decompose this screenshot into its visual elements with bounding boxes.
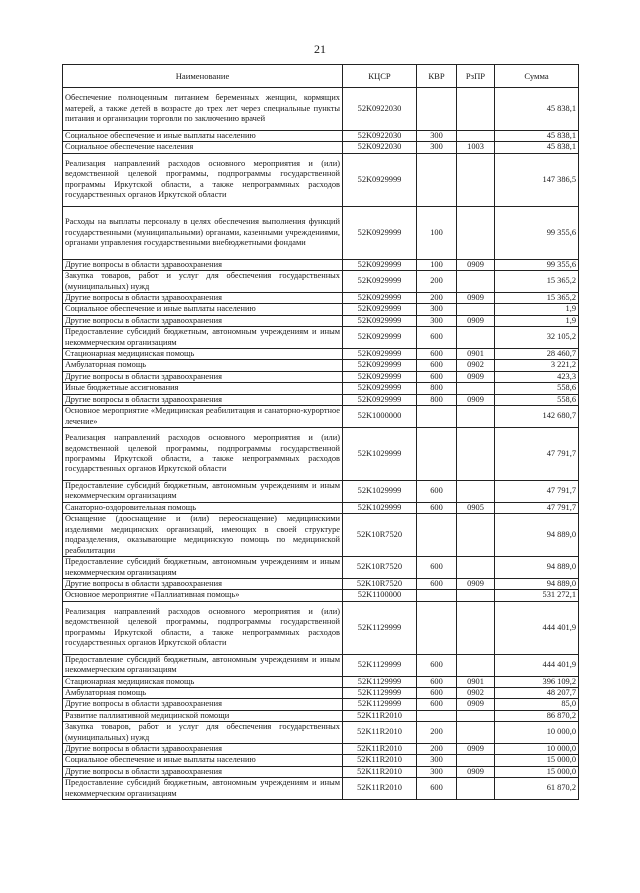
table-row xyxy=(63,131,579,142)
row-rzpr xyxy=(457,88,495,131)
row-rzpr xyxy=(457,480,495,502)
row-kcsr: 52K0929999 xyxy=(343,304,417,315)
row-kvr: 600 xyxy=(417,687,457,698)
row-name: Амбулаторная помощь xyxy=(63,687,343,698)
row-name: Другие вопросы в области здравоохранения xyxy=(63,293,343,304)
row-kvr: 600 xyxy=(417,699,457,710)
budget-table xyxy=(62,64,579,800)
table-row xyxy=(63,578,579,589)
row-kvr: 600 xyxy=(417,502,457,513)
row-kvr xyxy=(417,710,457,721)
row-kvr: 300 xyxy=(417,131,457,142)
row-kvr: 600 xyxy=(417,578,457,589)
row-kcsr: 52K1000000 xyxy=(343,406,417,428)
row-sum: 3 221,2 xyxy=(495,360,579,371)
row-name: Социальное обеспечение и иные выплаты населению xyxy=(63,131,343,142)
row-kcsr: 52K10R7520 xyxy=(343,514,417,557)
table-row xyxy=(63,206,579,259)
row-kcsr: 52K10R7520 xyxy=(343,578,417,589)
row-kcsr: 52K1100000 xyxy=(343,590,417,601)
row-kcsr: 52K0929999 xyxy=(343,206,417,259)
row-name: Стационарная медицинская помощь xyxy=(63,676,343,687)
row-kvr: 600 xyxy=(417,654,457,676)
row-kcsr: 52K0929999 xyxy=(343,153,417,206)
row-sum: 94 889,0 xyxy=(495,514,579,557)
table-row xyxy=(63,153,579,206)
row-sum: 47 791,7 xyxy=(495,502,579,513)
table-row xyxy=(63,259,579,270)
row-name: Санаторно-оздоровительная помощь xyxy=(63,502,343,513)
row-sum: 444 401,9 xyxy=(495,601,579,654)
row-rzpr xyxy=(457,304,495,315)
row-rzpr: 0909 xyxy=(457,394,495,405)
row-name: Предоставление субсидий бюджетным, автономным учреждениям и иным некоммерческим организациям xyxy=(63,654,343,676)
row-name: Социальное обеспечение и иные выплаты населению xyxy=(63,304,343,315)
row-sum: 32 105,2 xyxy=(495,327,579,349)
row-sum: 15 365,2 xyxy=(495,293,579,304)
table-row xyxy=(63,755,579,766)
row-kvr: 600 xyxy=(417,349,457,360)
row-kcsr: 52K1129999 xyxy=(343,601,417,654)
row-name: Развитие паллиативной медицинской помощи xyxy=(63,710,343,721)
header-kvr: КВР xyxy=(417,65,457,88)
row-sum: 15 000,0 xyxy=(495,755,579,766)
row-name: Основное мероприятие «Паллиативная помощь» xyxy=(63,590,343,601)
row-rzpr: 0902 xyxy=(457,360,495,371)
table-row xyxy=(63,304,579,315)
row-kvr xyxy=(417,514,457,557)
row-rzpr: 0909 xyxy=(457,293,495,304)
table-row xyxy=(63,394,579,405)
row-kcsr: 52K0922030 xyxy=(343,131,417,142)
row-kcsr: 52K0929999 xyxy=(343,360,417,371)
row-name: Реализация направлений расходов основного мероприятия и (или) ведомственной целевой программы, подпрограммы государственной программы Иркутской области, а также непрограммных расходов государственных органов Иркутской области xyxy=(63,427,343,480)
row-rzpr xyxy=(457,406,495,428)
row-rzpr xyxy=(457,654,495,676)
row-name: Расходы на выплаты персоналу в целях обеспечения выполнения функций государственными (муниципальными) органами, казенными учреждениями, органами управления государственными внебюджетными фондами xyxy=(63,206,343,259)
row-kvr: 800 xyxy=(417,394,457,405)
table-row xyxy=(63,590,579,601)
row-rzpr: 0901 xyxy=(457,676,495,687)
row-kcsr: 52K0929999 xyxy=(343,394,417,405)
row-sum: 558,6 xyxy=(495,383,579,394)
row-kvr xyxy=(417,406,457,428)
row-kvr: 200 xyxy=(417,293,457,304)
row-name: Основное мероприятие «Медицинская реабилитация и санаторно-курортное лечение» xyxy=(63,406,343,428)
table-row xyxy=(63,601,579,654)
row-name: Другие вопросы в области здравоохранения xyxy=(63,766,343,777)
row-kcsr: 52K0929999 xyxy=(343,271,417,293)
row-kvr: 800 xyxy=(417,383,457,394)
row-name: Другие вопросы в области здравоохранения xyxy=(63,371,343,382)
row-name: Другие вопросы в области здравоохранения xyxy=(63,699,343,710)
header-name: Наименование xyxy=(63,65,343,88)
row-sum: 10 000,0 xyxy=(495,722,579,744)
row-name: Предоставление субсидий бюджетным, автономным учреждениям и иным некоммерческим организациям xyxy=(63,557,343,579)
table-row xyxy=(63,427,579,480)
row-kcsr: 52K1129999 xyxy=(343,687,417,698)
row-sum: 15 365,2 xyxy=(495,271,579,293)
table-row xyxy=(63,778,579,800)
row-sum: 1,9 xyxy=(495,315,579,326)
row-sum: 94 889,0 xyxy=(495,557,579,579)
row-kcsr: 52K11R2010 xyxy=(343,766,417,777)
row-sum: 45 838,1 xyxy=(495,131,579,142)
row-kcsr: 52K0929999 xyxy=(343,327,417,349)
table-row xyxy=(63,88,579,131)
row-rzpr xyxy=(457,755,495,766)
row-name: Другие вопросы в области здравоохранения xyxy=(63,744,343,755)
row-rzpr: 0909 xyxy=(457,744,495,755)
row-sum: 99 355,6 xyxy=(495,259,579,270)
row-kcsr: 52K1029999 xyxy=(343,502,417,513)
row-kvr: 100 xyxy=(417,259,457,270)
table-row xyxy=(63,687,579,698)
row-kvr: 300 xyxy=(417,315,457,326)
table-header-row xyxy=(63,65,579,88)
table-row xyxy=(63,383,579,394)
table-row xyxy=(63,349,579,360)
row-kvr: 200 xyxy=(417,271,457,293)
table-row xyxy=(63,699,579,710)
row-rzpr xyxy=(457,206,495,259)
row-kcsr: 52K1129999 xyxy=(343,654,417,676)
table-row xyxy=(63,271,579,293)
row-rzpr: 0901 xyxy=(457,349,495,360)
row-kcsr: 52K1129999 xyxy=(343,699,417,710)
row-kvr: 200 xyxy=(417,722,457,744)
row-rzpr: 0909 xyxy=(457,371,495,382)
table-row xyxy=(63,360,579,371)
page-number: 21 xyxy=(314,42,326,56)
row-kvr: 300 xyxy=(417,755,457,766)
row-rzpr xyxy=(457,271,495,293)
row-kvr xyxy=(417,601,457,654)
row-rzpr xyxy=(457,383,495,394)
row-kcsr: 52K0929999 xyxy=(343,349,417,360)
row-rzpr xyxy=(457,722,495,744)
row-sum: 10 000,0 xyxy=(495,744,579,755)
table-row xyxy=(63,710,579,721)
row-name: Другие вопросы в области здравоохранения xyxy=(63,394,343,405)
row-kcsr: 52K0922030 xyxy=(343,88,417,131)
row-kvr xyxy=(417,427,457,480)
header-sum: Сумма xyxy=(495,65,579,88)
row-sum: 47 791,7 xyxy=(495,427,579,480)
row-kvr xyxy=(417,590,457,601)
row-sum: 396 109,2 xyxy=(495,676,579,687)
row-rzpr xyxy=(457,710,495,721)
row-rzpr xyxy=(457,557,495,579)
row-sum: 48 207,7 xyxy=(495,687,579,698)
row-kcsr: 52K1029999 xyxy=(343,480,417,502)
table-row xyxy=(63,557,579,579)
table-row xyxy=(63,406,579,428)
row-rzpr: 0909 xyxy=(457,766,495,777)
row-name: Предоставление субсидий бюджетным, автономным учреждениям и иным некоммерческим организациям xyxy=(63,778,343,800)
row-name: Закупка товаров, работ и услуг для обеспечения государственных (муниципальных) нужд xyxy=(63,271,343,293)
table-row xyxy=(63,654,579,676)
row-rzpr xyxy=(457,778,495,800)
table-row xyxy=(63,371,579,382)
row-kcsr: 52K0922030 xyxy=(343,142,417,153)
row-name: Другие вопросы в области здравоохранения xyxy=(63,578,343,589)
row-rzpr xyxy=(457,131,495,142)
table-row xyxy=(63,315,579,326)
row-kcsr: 52K0929999 xyxy=(343,371,417,382)
row-name: Иные бюджетные ассигнования xyxy=(63,383,343,394)
row-rzpr xyxy=(457,153,495,206)
row-name: Предоставление субсидий бюджетным, автономным учреждениям и иным некоммерческим организациям xyxy=(63,480,343,502)
row-rzpr xyxy=(457,601,495,654)
row-sum: 45 838,1 xyxy=(495,88,579,131)
row-kvr: 600 xyxy=(417,371,457,382)
table-row xyxy=(63,293,579,304)
row-kvr: 600 xyxy=(417,676,457,687)
row-sum: 444 401,9 xyxy=(495,654,579,676)
row-kvr: 600 xyxy=(417,480,457,502)
row-kcsr: 52K0929999 xyxy=(343,293,417,304)
row-kvr: 600 xyxy=(417,557,457,579)
row-sum: 99 355,6 xyxy=(495,206,579,259)
row-kvr: 300 xyxy=(417,766,457,777)
row-sum: 147 386,5 xyxy=(495,153,579,206)
row-sum: 61 870,2 xyxy=(495,778,579,800)
table-row xyxy=(63,676,579,687)
row-name: Стационарная медицинская помощь xyxy=(63,349,343,360)
table-row xyxy=(63,142,579,153)
row-kcsr: 52K1129999 xyxy=(343,676,417,687)
row-sum: 94 889,0 xyxy=(495,578,579,589)
row-kvr: 600 xyxy=(417,327,457,349)
row-name: Реализация направлений расходов основного мероприятия и (или) ведомственной целевой программы, подпрограммы государственной программы Иркутской области, а также непрограммных расходов государственных органов Иркутской области xyxy=(63,601,343,654)
row-rzpr xyxy=(457,590,495,601)
table-row xyxy=(63,722,579,744)
row-kcsr: 52K0929999 xyxy=(343,383,417,394)
row-rzpr xyxy=(457,327,495,349)
row-sum: 1,9 xyxy=(495,304,579,315)
table-body xyxy=(63,88,579,800)
row-name: Социальное обеспечение и иные выплаты населению xyxy=(63,755,343,766)
row-name: Оснащение (дооснащение и (или) переоснащение) медицинскими изделиями медицинских организаций, имеющих в своей структуре подразделения, оказывающие медицинскую помощь по медицинской реабилитации xyxy=(63,514,343,557)
row-name: Закупка товаров, работ и услуг для обеспечения государственных (муниципальных) нужд xyxy=(63,722,343,744)
row-sum: 142 680,7 xyxy=(495,406,579,428)
row-name: Предоставление субсидий бюджетным, автономным учреждениям и иным некоммерческим организациям xyxy=(63,327,343,349)
row-kvr: 200 xyxy=(417,744,457,755)
row-rzpr xyxy=(457,427,495,480)
row-name: Амбулаторная помощь xyxy=(63,360,343,371)
row-rzpr: 0909 xyxy=(457,578,495,589)
row-kcsr: 52K11R2010 xyxy=(343,778,417,800)
row-sum: 423,3 xyxy=(495,371,579,382)
row-name: Реализация направлений расходов основного мероприятия и (или) ведомственной целевой программы, подпрограммы государственной программы Иркутской области, а также непрограммных расходов государственных органов Иркутской области xyxy=(63,153,343,206)
row-kcsr: 52K10R7520 xyxy=(343,557,417,579)
row-sum: 86 870,2 xyxy=(495,710,579,721)
header-rzpr: РзПР xyxy=(457,65,495,88)
table-row xyxy=(63,514,579,557)
row-kvr: 300 xyxy=(417,304,457,315)
row-kcsr: 52K11R2010 xyxy=(343,722,417,744)
row-rzpr: 0909 xyxy=(457,259,495,270)
table-row xyxy=(63,744,579,755)
row-rzpr: 0909 xyxy=(457,699,495,710)
row-sum: 47 791,7 xyxy=(495,480,579,502)
row-sum: 45 838,1 xyxy=(495,142,579,153)
table-row xyxy=(63,480,579,502)
row-kcsr: 52K11R2010 xyxy=(343,755,417,766)
row-sum: 531 272,1 xyxy=(495,590,579,601)
row-kvr: 300 xyxy=(417,142,457,153)
row-sum: 28 460,7 xyxy=(495,349,579,360)
row-kvr: 600 xyxy=(417,778,457,800)
row-kcsr: 52K0929999 xyxy=(343,259,417,270)
row-kcsr: 52K1029999 xyxy=(343,427,417,480)
row-sum: 558,6 xyxy=(495,394,579,405)
row-name: Социальное обеспечение населения xyxy=(63,142,343,153)
row-sum: 15 000,0 xyxy=(495,766,579,777)
table-row xyxy=(63,766,579,777)
header-kcsr: КЦСР xyxy=(343,65,417,88)
table-row xyxy=(63,502,579,513)
row-name: Другие вопросы в области здравоохранения xyxy=(63,259,343,270)
row-name: Другие вопросы в области здравоохранения xyxy=(63,315,343,326)
row-rzpr: 0909 xyxy=(457,315,495,326)
row-rzpr xyxy=(457,514,495,557)
row-rzpr: 0905 xyxy=(457,502,495,513)
row-kvr xyxy=(417,88,457,131)
row-sum: 85,0 xyxy=(495,699,579,710)
row-name: Обеспечение полноценным питанием беременных женщин, кормящих матерей, а также детей в возрасте до трех лет через специальные пункты питания и организации торговли по заключению врачей xyxy=(63,88,343,131)
table-row xyxy=(63,327,579,349)
row-kvr: 100 xyxy=(417,206,457,259)
row-kvr: 600 xyxy=(417,360,457,371)
row-rzpr: 1003 xyxy=(457,142,495,153)
row-rzpr: 0902 xyxy=(457,687,495,698)
row-kcsr: 52K11R2010 xyxy=(343,710,417,721)
row-kcsr: 52K11R2010 xyxy=(343,744,417,755)
row-kcsr: 52K0929999 xyxy=(343,315,417,326)
row-kvr xyxy=(417,153,457,206)
